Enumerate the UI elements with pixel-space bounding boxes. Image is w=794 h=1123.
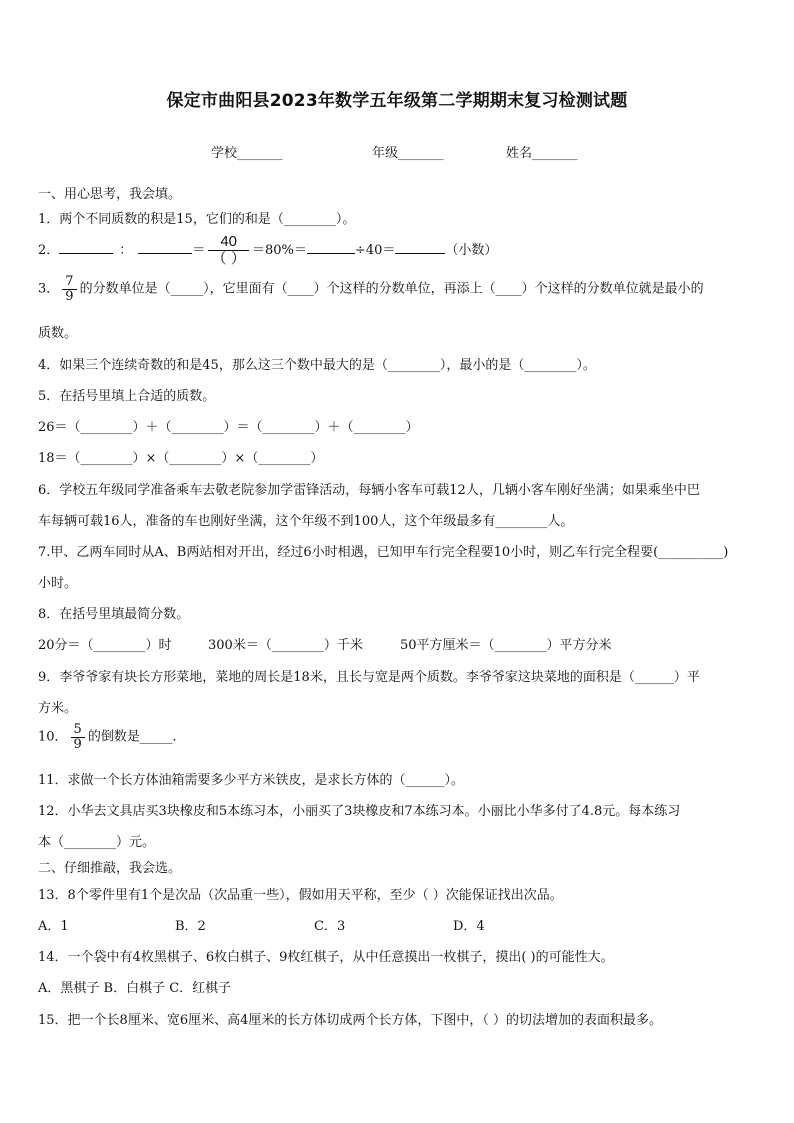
q2-blank-1[interactable]: [59, 241, 113, 254]
question-8b: 300米＝（________）千米: [208, 638, 363, 653]
q13-option-b[interactable]: B．2: [175, 919, 206, 934]
section-heading-fill: 一、用心思考，我会填。: [38, 187, 182, 202]
question-2: [38, 234, 497, 267]
q10-text: 的倒数是_____.: [87, 729, 177, 745]
page-title: 保定市曲阳县2023年数学五年级第二学期期末复习检测试题: [166, 91, 628, 111]
question-14: 14．一个袋中有4枚黑棋子、6枚白棋子、9枚红棋子，从中任意摸出一枚棋子，摸出( )的可能性大。: [38, 950, 614, 965]
question-1: 1．两个不同质数的积是15，它们的和是（________）。: [38, 212, 356, 227]
q13-option-c[interactable]: C．3: [314, 919, 346, 934]
question-5: 5．在括号里填上合适的质数。: [38, 389, 216, 404]
q3-numerator: 7: [62, 275, 76, 290]
q13-option-a[interactable]: A．1: [38, 919, 69, 934]
q3-text: 的分数单位是（_____），它里面有（____）个这样的分数单位，再添上（____）个这样的分数单位就是最小的: [79, 281, 704, 297]
q2-blank-3[interactable]: [307, 241, 355, 254]
question-9-line-2: 方米。: [38, 701, 78, 716]
question-6-line-1: 6．学校五年级同学准备乘车去敬老院参加学雷锋活动，每辆小客车可载12人，几辆小客车刚好坐满；如果乘坐中巴: [38, 483, 700, 498]
q2-divide: ÷40＝: [354, 242, 396, 258]
q2-blank-2[interactable]: [138, 241, 192, 254]
question-5b: 18＝（________）×（________）×（________）: [38, 451, 324, 466]
question-13: 13．8个零件里有1个是次品（次品重一些），假如用天平称，至少（ ）次能保证找出次品。: [38, 888, 563, 903]
question-8a: 20分＝（________）时: [38, 638, 172, 653]
question-15: 15．把一个长8厘米、宽6厘米、高4厘米的长方体切成两个长方体，下图中，（ ）的切法增加的表面积最多。: [38, 1013, 662, 1028]
q2-suffix: （小数）: [445, 242, 498, 258]
school-field[interactable]: 学校_______: [211, 146, 283, 161]
question-3: [38, 275, 704, 303]
q2-blank-4[interactable]: [395, 241, 445, 254]
q10-prefix: 10．: [38, 729, 68, 745]
q2-percent: ＝80%＝: [252, 242, 307, 258]
section-heading-choice: 二、仔细推敲，我会选。: [38, 861, 182, 876]
question-5a: 26＝（________）＋（________）＝（________）＋（________）: [38, 420, 419, 435]
q2-equals: ＝: [192, 242, 206, 258]
question-3-continued: 质数。: [38, 326, 78, 341]
q10-denominator: 9: [73, 736, 82, 752]
q10-fraction: [71, 723, 85, 751]
q2-numerator: 40: [208, 234, 249, 251]
question-7-line-1: 7.甲、乙两车同时从A、B两站相对开出，经过6小时相遇，已知甲车行完全程要10小时，则乙车行完全程要(__________): [38, 545, 729, 560]
name-field[interactable]: 姓名_______: [506, 146, 578, 161]
q2-fraction: [208, 234, 249, 267]
question-7-line-2: 小时。: [38, 576, 78, 591]
q3-prefix: 3．: [38, 281, 60, 297]
q2-colon: ：: [119, 242, 133, 258]
q3-denominator: 9: [65, 288, 74, 304]
question-9-line-1: 9．李爷爷家有块长方形菜地，菜地的周长是18米，且长与宽是两个质数。李爷爷家这块菜地的面积是（______）平: [38, 670, 700, 685]
question-12-line-2: 本（________）元。: [38, 835, 156, 850]
question-12-line-1: 12．小华去文具店买3块橡皮和5本练习本，小丽买了3块橡皮和7本练习本。小丽比小华多付了4.8元。每本练习: [38, 804, 681, 819]
q2-denominator: （ ）: [211, 249, 246, 267]
question-8c: 50平方厘米＝（________）平方分米: [400, 638, 612, 653]
q3-fraction: [62, 275, 76, 303]
question-6-line-2: 车每辆可载16人，准备的车也刚好坐满，这个年级不到100人，这个年级最多有________人。: [38, 514, 574, 529]
question-11: 11．求做一个长方体油箱需要多少平方米铁皮，是求长方体的（______）。: [38, 773, 465, 788]
q2-prefix: 2．: [38, 242, 60, 258]
q13-option-d[interactable]: D．4: [453, 919, 485, 934]
question-10: [38, 723, 176, 751]
question-8: 8．在括号里填最简分数。: [38, 607, 190, 622]
grade-field[interactable]: 年级_______: [372, 146, 444, 161]
q14-options[interactable]: A．黑棋子 B．白棋子 C．红棋子: [38, 981, 232, 996]
question-4: 4．如果三个连续奇数的和是45，那么这三个数中最大的是（________），最小的是（________）。: [38, 358, 596, 373]
q10-numerator: 5: [71, 723, 85, 738]
